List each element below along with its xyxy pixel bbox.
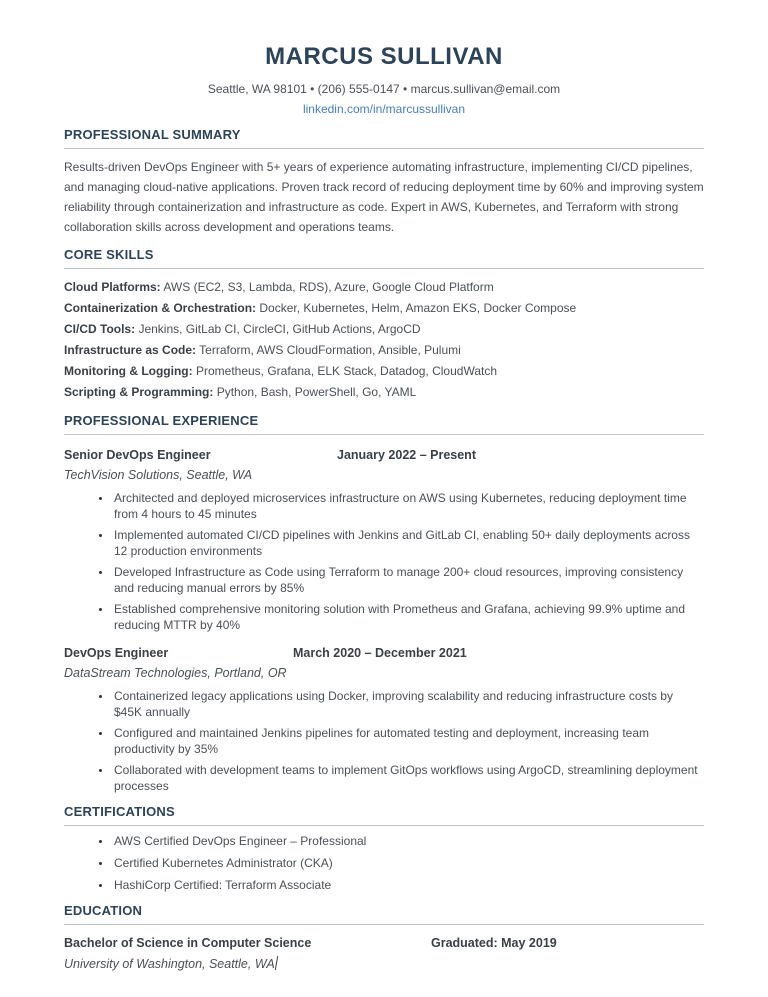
skill-values: AWS (EC2, S3, Lambda, RDS), Azure, Google Cloud Platform (163, 280, 494, 294)
bullet-item: • Configured and maintained Jenkins pipelines for automated testing and deployment, increasing team productivity by 35% (112, 725, 704, 757)
linkedin-line (64, 102, 704, 117)
skills-list (64, 277, 704, 403)
section-professional-summary (64, 127, 704, 237)
skill-category: Scripting & Programming: (64, 385, 214, 399)
job-company: DataStream Technologies, Portland, OR (64, 666, 287, 680)
bullet-item: • Established comprehensive monitoring solution with Prometheus and Grafana, achieving 99.9% uptime and reducing MTTR by 40% (112, 601, 704, 633)
graduation-date: Graduated: May 2019 (431, 936, 557, 950)
section-heading-row (64, 127, 704, 149)
bullet-item: • Implemented automated CI/CD pipelines with Jenkins and GitLab CI, enabling 50+ daily deployments across 12 production environments (112, 527, 704, 559)
skill-line (64, 382, 704, 403)
section-heading-row (64, 903, 704, 925)
skill-category: Monitoring & Logging: (64, 364, 193, 378)
certification-item: • Certified Kubernetes Administrator (CKA) (112, 856, 704, 871)
linkedin-link[interactable]: linkedin.com/in/marcussullivan (302, 102, 466, 116)
certification-item: • HashiCorp Certified: Terraform Associate (112, 878, 704, 893)
section-title: PROFESSIONAL EXPERIENCE (64, 413, 259, 428)
job-entry (64, 447, 704, 633)
section-education (64, 903, 704, 973)
skill-values: Terraform, AWS CloudFormation, Ansible, Pulumi (199, 343, 461, 357)
bullet-item: • Collaborated with development teams to implement GitOps workflows using ArgoCD, streamlining deployment processes (112, 762, 704, 794)
certification-list (64, 834, 704, 893)
bullet-item: • Developed Infrastructure as Code using Terraform to manage 200+ cloud resources, improving consistency and reducing manual errors by 85% (112, 564, 704, 596)
summary-paragraph: Results-driven DevOps Engineer with 5+ years of experience automating infrastructure, implementing CI/CD pipelines, and managing cloud-native applications. Proven track record of reducing deployment time by 60% and improving system reliability through containerization and infrastructure as code. Expert in AWS, Kubernetes, and Terraform with strong collaboration skills across development and operations teams. (64, 160, 704, 234)
skill-category: Cloud Platforms: (64, 280, 161, 294)
skill-line (64, 361, 704, 382)
job-title-row (64, 447, 704, 464)
degree-row (64, 935, 704, 952)
skill-line (64, 340, 704, 361)
section-title: CORE SKILLS (64, 247, 154, 262)
bullet-item: • Architected and deployed microservices infrastructure on AWS using Kubernetes, reducing deployment time from 4 hours to 45 minutes (112, 490, 704, 522)
skill-line (64, 277, 704, 298)
job-entry (64, 645, 704, 794)
skill-values: Docker, Kubernetes, Helm, Amazon EKS, Docker Compose (259, 301, 577, 315)
skill-category: Containerization & Orchestration: (64, 301, 257, 315)
job-title: DevOps Engineer (64, 646, 169, 660)
job-dates: March 2020 – December 2021 (293, 646, 467, 660)
degree-name: Bachelor of Science in Computer Science (64, 936, 312, 950)
section-core-skills (64, 247, 704, 403)
job-bullet-list (64, 490, 704, 633)
bullet-item: • Containerized legacy applications using Docker, improving scalability and reducing infrastructure costs by $45K annually (112, 688, 704, 720)
resume-header (64, 42, 704, 117)
skill-category: Infrastructure as Code: (64, 343, 197, 357)
job-company: TechVision Solutions, Seattle, WA (64, 468, 253, 482)
section-title: EDUCATION (64, 903, 143, 918)
skill-values: Prometheus, Grafana, ELK Stack, Datadog, CloudWatch (195, 364, 498, 378)
text-cursor (275, 956, 278, 970)
candidate-name: MARCUS SULLIVAN (265, 43, 503, 70)
section-certifications (64, 804, 704, 893)
skill-line (64, 319, 704, 340)
job-title: Senior DevOps Engineer (64, 448, 211, 462)
section-title: PROFESSIONAL SUMMARY (64, 127, 241, 142)
skill-values: Jenkins, GitLab CI, CircleCI, GitHub Actions, ArgoCD (138, 322, 421, 336)
section-heading-row (64, 247, 704, 269)
contact-line: Seattle, WA 98101 • (206) 555-0147 • marcus.sullivan@email.com (207, 82, 561, 96)
skill-category: CI/CD Tools: (64, 322, 136, 336)
school-line (64, 956, 704, 973)
job-bullet-list (64, 688, 704, 794)
section-heading-row (64, 804, 704, 826)
certification-item: • AWS Certified DevOps Engineer – Professional (112, 834, 704, 849)
job-dates: January 2022 – Present (337, 448, 476, 462)
job-title-row (64, 645, 704, 662)
section-heading-row (64, 413, 704, 435)
school-name: University of Washington, Seattle, WA (64, 957, 275, 971)
section-title: CERTIFICATIONS (64, 804, 175, 819)
skill-values: Python, Bash, PowerShell, Go, YAML (216, 385, 417, 399)
section-professional-experience (64, 413, 704, 794)
skill-line (64, 298, 704, 319)
